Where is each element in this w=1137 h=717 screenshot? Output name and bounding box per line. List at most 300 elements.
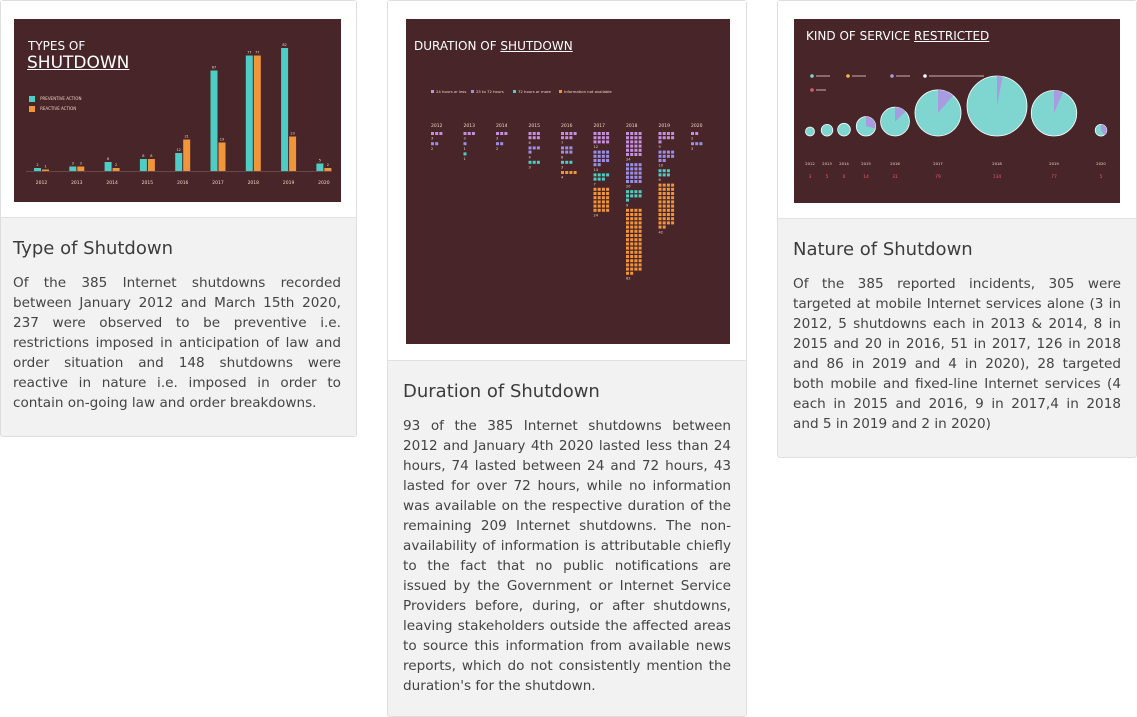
bar-value-label: 1 <box>44 164 47 169</box>
waffle-square-gt72 <box>569 161 572 164</box>
segment-count-label: 7 <box>561 140 564 145</box>
waffle-square-lt24 <box>634 132 637 135</box>
waffle-square-gt72 <box>606 173 609 176</box>
waffle-square-lt24 <box>634 140 637 143</box>
waffle-square-na <box>671 217 674 220</box>
segment-count-label: 4 <box>561 175 564 180</box>
infographic-heading: KIND OF SERVICE RESTRICTED <box>806 29 990 43</box>
waffle-square-na <box>630 238 633 241</box>
waffle-square-h24_72 <box>639 167 642 170</box>
waffle-square-na <box>626 272 629 275</box>
waffle-square-lt24 <box>634 145 637 148</box>
segment-count-label: 1 <box>463 146 466 151</box>
infographic-frame[interactable] <box>778 1 1136 219</box>
waffle-square-na <box>671 196 674 199</box>
waffle-square-na <box>671 184 674 187</box>
bar-value-label: 77 <box>247 50 252 55</box>
bar-reactive <box>42 170 49 172</box>
segment-count-label: 3 <box>561 165 564 170</box>
waffle-square-h24_72 <box>594 151 597 154</box>
legend-dot <box>810 74 814 78</box>
waffle-square-lt24 <box>598 132 601 135</box>
waffle-square-lt24 <box>464 132 467 135</box>
waffle-square-lt24 <box>602 132 605 135</box>
types-of-shutdown-infographic[interactable] <box>14 19 341 202</box>
waffle-square-na <box>639 242 642 245</box>
total-label: 14 <box>863 175 869 180</box>
bar-preventive <box>246 56 253 172</box>
waffle-square-na <box>630 259 633 262</box>
year-label: 2018 <box>626 124 638 129</box>
waffle-square-na <box>659 217 662 220</box>
waffle-square-na <box>598 200 601 203</box>
waffle-square-lt24 <box>630 145 633 148</box>
waffle-square-lt24 <box>626 149 629 152</box>
waffle-square-lt24 <box>504 132 507 135</box>
bar-preventive <box>69 167 76 172</box>
waffle-square-h24_72 <box>598 163 601 166</box>
waffle-square-na <box>630 226 633 229</box>
segment-count-label: 3 <box>691 146 694 151</box>
waffle-square-na <box>659 221 662 224</box>
bar-preventive <box>140 159 147 171</box>
waffle-square-na <box>626 213 629 216</box>
year-label: 2012 <box>431 124 443 129</box>
bar-value-label: 2 <box>114 163 118 167</box>
waffle-square-na <box>630 251 633 254</box>
waffle-square-lt24 <box>639 140 642 143</box>
waffle-square-na <box>659 184 662 187</box>
year-label: 2013 <box>822 161 832 166</box>
waffle-square-na <box>659 188 662 191</box>
waffle-square-na <box>659 213 662 216</box>
waffle-square-na <box>639 213 642 216</box>
bar-reactive <box>148 159 155 171</box>
waffle-square-na <box>626 217 629 220</box>
waffle-square-lt24 <box>630 136 633 139</box>
legend-text-placeholder <box>852 75 866 77</box>
waffle-square-lt24 <box>439 132 442 135</box>
segment-count-label: 7 <box>593 182 596 187</box>
bar-reactive <box>113 168 120 171</box>
year-label: 2013 <box>463 124 475 129</box>
segment-count-label: 10 <box>658 163 663 168</box>
waffle-square-h24_72 <box>663 159 666 162</box>
waffle-square-na <box>639 268 642 271</box>
waffle-square-h24_72 <box>639 163 642 166</box>
waffle-square-na <box>630 221 633 224</box>
waffle-square-na <box>565 171 568 174</box>
segment-count-label: 3 <box>496 136 499 141</box>
x-tick-label: 2014 <box>106 181 118 186</box>
waffle-square-na <box>626 234 629 237</box>
legend-swatch <box>559 90 562 93</box>
year-label: 2020 <box>1096 161 1106 166</box>
waffle-square-na <box>639 238 642 241</box>
waffle-square-na <box>630 230 633 233</box>
waffle-square-h24_72 <box>630 172 633 175</box>
waffle-square-gt72 <box>667 173 670 176</box>
waffle-square-na <box>671 213 674 216</box>
bar-reactive <box>324 168 331 171</box>
pie-bubble <box>806 127 815 136</box>
year-label: 2019 <box>1049 161 1059 166</box>
total-label: 79 <box>935 175 941 180</box>
waffle-square-na <box>667 217 670 220</box>
waffle-square-na <box>594 209 597 212</box>
kind-of-service-infographic[interactable] <box>794 19 1120 203</box>
waffle-square-na <box>634 234 637 237</box>
waffle-square-na <box>626 259 629 262</box>
segment-count-label: 3 <box>528 165 531 170</box>
card-nature-of-shutdown <box>777 0 1137 458</box>
waffle-square-na <box>630 268 633 271</box>
legend-label: REACTIVE ACTION <box>40 106 77 111</box>
waffle-square-na <box>626 238 629 241</box>
waffle-square-h24_72 <box>699 142 702 145</box>
waffle-square-h24_72 <box>626 172 629 175</box>
bar-value-label: 21 <box>184 134 189 139</box>
waffle-square-na <box>639 255 642 258</box>
waffle-square-h24_72 <box>667 155 670 158</box>
legend-label: Information not available <box>564 89 612 94</box>
waffle-square-h24_72 <box>634 167 637 170</box>
card-title: Nature of Shutdown <box>793 239 973 260</box>
waffle-square-na <box>634 209 637 212</box>
total-label: 134 <box>992 175 1002 180</box>
infographic-frame[interactable] <box>1 1 356 218</box>
waffle-square-lt24 <box>630 132 633 135</box>
legend-swatch <box>471 90 474 93</box>
waffle-square-na <box>663 221 666 224</box>
waffle-square-lt24 <box>659 132 662 135</box>
waffle-square-h24_72 <box>594 159 597 162</box>
waffle-square-lt24 <box>533 136 536 139</box>
year-label: 2014 <box>496 124 508 129</box>
waffle-square-lt24 <box>634 149 637 152</box>
waffle-square-na <box>626 251 629 254</box>
waffle-square-h24_72 <box>695 142 698 145</box>
waffle-square-h24_72 <box>606 159 609 162</box>
waffle-square-h24_72 <box>594 155 597 158</box>
waffle-square-gt72 <box>639 194 642 197</box>
waffle-square-na <box>663 217 666 220</box>
waffle-square-na <box>639 234 642 237</box>
waffle-square-na <box>639 209 642 212</box>
waffle-square-na <box>634 221 637 224</box>
waffle-square-na <box>634 226 637 229</box>
waffle-square-na <box>569 171 572 174</box>
total-label: 3 <box>808 175 812 180</box>
waffle-square-lt24 <box>561 132 564 135</box>
waffle-square-h24_72 <box>565 146 568 149</box>
waffle-square-h24_72 <box>602 151 605 154</box>
waffle-square-na <box>626 230 629 233</box>
waffle-square-lt24 <box>569 136 572 139</box>
bar-preventive <box>211 71 218 172</box>
waffle-square-h24_72 <box>630 167 633 170</box>
waffle-square-lt24 <box>663 136 666 139</box>
bar-value-label: 77 <box>255 50 260 55</box>
legend-text-placeholder <box>896 75 910 77</box>
infographic-heading-line2: SHUTDOWN <box>27 53 130 73</box>
year-label: 2019 <box>658 124 670 129</box>
bar-value-label: 19 <box>219 137 225 142</box>
bar-value-label: 82 <box>282 43 287 47</box>
waffle-square-na <box>602 192 605 195</box>
waffle-square-gt72 <box>464 152 467 155</box>
segment-count-label: 2 <box>496 146 499 151</box>
waffle-square-h24_72 <box>667 151 670 154</box>
waffle-square-na <box>594 192 597 195</box>
waffle-square-h24_72 <box>464 142 467 145</box>
year-label: 2014 <box>839 161 849 166</box>
waffle-square-h24_72 <box>659 151 662 154</box>
waffle-square-na <box>663 188 666 191</box>
waffle-square-na <box>634 251 637 254</box>
waffle-square-lt24 <box>472 132 475 135</box>
waffle-square-na <box>630 213 633 216</box>
waffle-square-lt24 <box>626 140 629 143</box>
legend-swatch <box>513 90 516 93</box>
segment-count-label: 12 <box>593 145 598 150</box>
waffle-square-lt24 <box>671 136 674 139</box>
waffle-square-na <box>598 188 601 191</box>
waffle-square-na <box>639 263 642 266</box>
waffle-square-na <box>663 209 666 212</box>
waffle-square-na <box>634 230 637 233</box>
waffle-square-na <box>671 205 674 208</box>
waffle-square-h24_72 <box>598 155 601 158</box>
waffle-square-lt24 <box>529 136 532 139</box>
waffle-square-h24_72 <box>435 142 438 145</box>
waffle-square-na <box>634 263 637 266</box>
waffle-square-lt24 <box>634 153 637 156</box>
waffle-square-h24_72 <box>533 146 536 149</box>
waffle-square-h24_72 <box>663 151 666 154</box>
bar-value-label: 3 <box>71 161 74 166</box>
waffle-square-gt72 <box>626 199 629 202</box>
card-title: Duration of Shutdown <box>403 381 600 402</box>
waffle-square-lt24 <box>529 132 532 135</box>
waffle-square-na <box>667 192 670 195</box>
waffle-square-na <box>659 200 662 203</box>
waffle-square-na <box>639 230 642 233</box>
waffle-square-h24_72 <box>529 146 532 149</box>
waffle-square-h24_72 <box>630 163 633 166</box>
waffle-square-gt72 <box>659 173 662 176</box>
card-description: 93 of the 385 Internet shutdowns between 2012 and January 4th 2020 lasted less than 24 hours, 74 lasted between 24 and 72 hours, 43 lasted for over 72 hours, while no information was available on the respective duration of the remaining 209 Internet shutdowns. The non-availability of information is attributable chiefly to the fact that no public notifications are issued by the Government or Internet Service Providers before, during, or after shutdowns, leaving stakeholders outside the affected areas to source this information from available news reports, which do not consistently mention the duration's for the shutdown. <box>403 418 731 694</box>
waffle-square-h24_72 <box>639 176 642 179</box>
waffle-square-gt72 <box>663 169 666 172</box>
waffle-square-lt24 <box>594 132 597 135</box>
waffle-square-h24_72 <box>602 155 605 158</box>
waffle-square-na <box>606 188 609 191</box>
waffle-square-lt24 <box>606 132 609 135</box>
waffle-square-na <box>606 205 609 208</box>
year-label: 2017 <box>933 161 943 166</box>
x-tick-label: 2017 <box>212 181 224 186</box>
waffle-square-na <box>598 196 601 199</box>
waffle-square-na <box>626 268 629 271</box>
waffle-square-lt24 <box>626 145 629 148</box>
waffle-square-na <box>626 226 629 229</box>
waffle-square-h24_72 <box>634 163 637 166</box>
waffle-square-gt72 <box>533 161 536 164</box>
segment-count-label: 62 <box>626 276 631 281</box>
waffle-square-h24_72 <box>630 176 633 179</box>
duration-of-shutdown-infographic[interactable] <box>406 19 730 344</box>
waffle-square-na <box>602 200 605 203</box>
waffle-square-gt72 <box>626 190 629 193</box>
waffle-square-lt24 <box>500 132 503 135</box>
waffle-square-lt24 <box>496 132 499 135</box>
waffle-square-lt24 <box>659 136 662 139</box>
segment-count-label: 4 <box>528 155 531 160</box>
waffle-square-na <box>594 205 597 208</box>
waffle-square-na <box>598 192 601 195</box>
waffle-square-gt72 <box>630 194 633 197</box>
legend-text-placeholder <box>816 75 830 77</box>
year-label: 2017 <box>593 124 605 129</box>
waffle-square-h24_72 <box>659 155 662 158</box>
card-description: Of the 385 reported incidents, 305 were targeted at mobile Internet services alone (3 in 2012, 5 shutdowns each in 2013 & 2014, 8 in 2015 and 20 in 2016, 51 in 2017, 126 in 2018 and 86 in 2019 and 4 in 2020), 28 targeted both mobile and fixed-line Internet services (4 each in 2015 and 2016, 9 in 2017,4 in 2018 and 5 in 2019 and 2 in 2020) <box>793 276 1121 432</box>
waffle-square-na <box>594 188 597 191</box>
waffle-square-gt72 <box>602 173 605 176</box>
bar-reactive <box>219 143 226 172</box>
waffle-square-na <box>671 192 674 195</box>
waffle-square-lt24 <box>639 149 642 152</box>
waffle-square-h24_72 <box>626 180 629 183</box>
waffle-square-na <box>659 196 662 199</box>
segment-count-label: 2 <box>431 146 434 151</box>
waffle-square-na <box>602 196 605 199</box>
waffle-square-h24_72 <box>602 159 605 162</box>
waffle-square-na <box>626 209 629 212</box>
segment-count-label: 1 <box>463 157 466 162</box>
segment-count-label: 3 <box>463 136 466 141</box>
waffle-square-lt24 <box>630 153 633 156</box>
waffle-square-h24_72 <box>639 180 642 183</box>
waffle-square-na <box>634 242 637 245</box>
segment-count-label: 24 <box>626 157 631 162</box>
waffle-square-gt72 <box>663 173 666 176</box>
legend-dot <box>890 74 894 78</box>
waffle-square-na <box>626 263 629 266</box>
waffle-square-lt24 <box>561 136 564 139</box>
waffle-square-na <box>659 192 662 195</box>
bar-reactive <box>183 140 190 172</box>
waffle-square-h24_72 <box>671 151 674 154</box>
waffle-square-h24_72 <box>634 172 637 175</box>
year-label: 2015 <box>528 124 540 129</box>
year-label: 2012 <box>805 161 815 166</box>
waffle-square-na <box>667 188 670 191</box>
waffle-square-na <box>667 196 670 199</box>
waffle-square-gt72 <box>537 161 540 164</box>
waffle-square-na <box>667 209 670 212</box>
waffle-square-na <box>671 188 674 191</box>
waffle-square-lt24 <box>602 136 605 139</box>
waffle-square-lt24 <box>435 132 438 135</box>
legend-label: 25 to 72 hours <box>476 89 504 94</box>
waffle-square-gt72 <box>598 178 601 181</box>
bar-value-label: 2 <box>326 163 330 167</box>
waffle-square-h24_72 <box>634 176 637 179</box>
infographic-frame[interactable] <box>388 1 746 361</box>
waffle-square-lt24 <box>565 132 568 135</box>
infographic-heading: DURATION OF SHUTDOWN <box>414 39 573 53</box>
bar-value-label: 23 <box>290 131 295 136</box>
waffle-square-lt24 <box>565 136 568 139</box>
waffle-square-h24_72 <box>561 151 564 154</box>
waffle-square-lt24 <box>626 153 629 156</box>
waffle-square-lt24 <box>630 149 633 152</box>
waffle-square-lt24 <box>537 136 540 139</box>
waffle-square-na <box>634 213 637 216</box>
waffle-square-na <box>671 200 674 203</box>
waffle-square-lt24 <box>431 132 434 135</box>
waffle-square-h24_72 <box>634 180 637 183</box>
waffle-square-lt24 <box>695 132 698 135</box>
waffle-square-na <box>606 200 609 203</box>
waffle-square-na <box>602 209 605 212</box>
waffle-square-na <box>639 217 642 220</box>
x-tick-label: 2019 <box>282 181 295 186</box>
waffle-square-lt24 <box>630 140 633 143</box>
waffle-square-lt24 <box>468 132 471 135</box>
card-duration-of-shutdown <box>387 0 747 717</box>
waffle-square-lt24 <box>667 132 670 135</box>
year-label: 2018 <box>992 161 1002 166</box>
legend-text-placeholder <box>929 75 984 77</box>
waffle-square-na <box>663 196 666 199</box>
waffle-square-na <box>667 213 670 216</box>
waffle-square-na <box>671 221 674 224</box>
waffle-square-na <box>663 213 666 216</box>
waffle-square-lt24 <box>639 145 642 148</box>
waffle-square-na <box>626 221 629 224</box>
legend-label: 24 hours or less <box>436 89 467 94</box>
waffle-square-na <box>606 209 609 212</box>
waffle-square-na <box>630 263 633 266</box>
waffle-square-na <box>639 221 642 224</box>
waffle-square-h24_72 <box>496 142 499 145</box>
waffle-square-na <box>663 226 666 229</box>
waffle-square-lt24 <box>691 132 694 135</box>
total-label: 77 <box>1051 175 1057 180</box>
waffle-square-na <box>630 217 633 220</box>
waffle-square-lt24 <box>606 136 609 139</box>
waffle-square-h24_72 <box>565 151 568 154</box>
waffle-square-na <box>630 272 633 275</box>
waffle-square-gt72 <box>565 161 568 164</box>
year-label: 2020 <box>691 124 703 129</box>
waffle-square-na <box>667 184 670 187</box>
segment-count-label: 6 <box>561 155 564 160</box>
waffle-square-h24_72 <box>606 151 609 154</box>
waffle-square-gt72 <box>602 178 605 181</box>
waffle-square-lt24 <box>639 132 642 135</box>
waffle-square-na <box>630 247 633 250</box>
waffle-square-na <box>639 251 642 254</box>
waffle-square-h24_72 <box>659 159 662 162</box>
x-tick-label: 2013 <box>71 181 83 186</box>
waffle-square-na <box>663 192 666 195</box>
waffle-square-na <box>659 205 662 208</box>
waffle-square-lt24 <box>634 136 637 139</box>
waffle-square-na <box>626 247 629 250</box>
